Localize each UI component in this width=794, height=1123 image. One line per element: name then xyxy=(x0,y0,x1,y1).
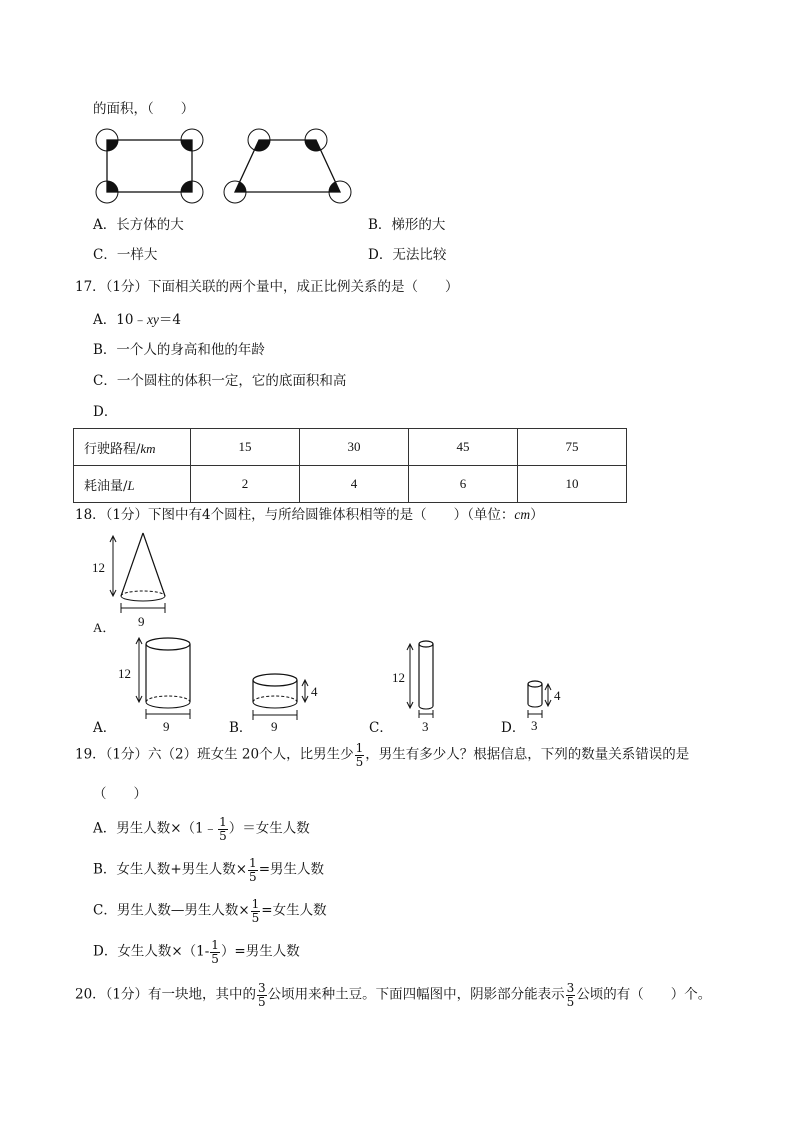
q18-cylinder-a xyxy=(90,620,210,734)
q16-stem-tail: 的面积，（ ） xyxy=(93,101,195,117)
table-row-header: 行驶路程/km xyxy=(74,429,191,466)
q18-option-b[interactable]: B． xyxy=(229,720,253,736)
q18-option-c[interactable]: C． xyxy=(369,720,393,736)
cylinder-label: A． xyxy=(93,620,116,635)
cylinder-height-label: 12 xyxy=(118,666,131,681)
q18-option-a[interactable]: A． xyxy=(93,720,117,736)
cylinder-height-label: 12 xyxy=(392,670,405,685)
cone-diameter-label: 9 xyxy=(138,614,145,629)
table-cell: 75 xyxy=(518,429,627,466)
q18-option-d[interactable]: D． xyxy=(501,720,526,736)
q19-stem: 19．（1分）六（2）班女生 20个人，比男生少 $\frac{1}{5}$ ，男生有多少人？根据信息，下列的数量关系错误的是 xyxy=(75,741,690,769)
table-cell: 10 xyxy=(518,466,627,503)
q17-data-table xyxy=(73,428,627,503)
table-cell: 15 xyxy=(191,429,300,466)
cylinder-diameter-label: 3 xyxy=(531,718,538,733)
q16-figure xyxy=(92,127,352,207)
q18-cylinder-c xyxy=(390,638,450,734)
q18-cylinder-d xyxy=(522,676,582,736)
q16-option-b[interactable]: B．梯形的大 xyxy=(368,217,446,233)
cylinder-height-label: 4 xyxy=(554,688,561,703)
q17-option-d[interactable]: D． xyxy=(93,404,118,420)
table-cell: 45 xyxy=(409,429,518,466)
q19-option-d[interactable]: D．女生人数×（1- $\frac{1}{5}$ ）=男生人数 xyxy=(93,938,300,966)
q17-stem: 17．（1分）下面相关联的两个量中，成正比例关系的是（ ） xyxy=(75,279,459,295)
table-row xyxy=(74,429,627,466)
cylinder-diameter-label: 3 xyxy=(422,719,429,734)
q17-a-prefix: A．10﹣ xyxy=(93,312,147,328)
table-cell: 2 xyxy=(191,466,300,503)
cylinder-diameter-label: 9 xyxy=(163,719,170,734)
q17-a-suffix: ＝4 xyxy=(158,312,182,328)
q19-paren: （ ） xyxy=(93,786,147,802)
q17-option-c[interactable]: C．一个圆柱的体积一定，它的底面积和高 xyxy=(93,373,347,389)
q18-cylinder-b xyxy=(245,668,355,738)
table-cell: 30 xyxy=(300,429,409,466)
q19-option-c[interactable]: C．男生人数—男生人数× $\frac{1}{5}$ =女生人数 xyxy=(93,897,327,925)
q17-option-a[interactable] xyxy=(93,313,181,328)
table-row-header: 耗油量/L xyxy=(74,466,191,503)
table-cell: 6 xyxy=(409,466,518,503)
q17-a-variable: xy xyxy=(146,312,159,327)
q17-option-b[interactable]: B．一个人的身高和他的年龄 xyxy=(93,342,265,358)
cylinder-diameter-label: 9 xyxy=(271,719,278,734)
q20-stem: 20．（1分）有一块地，其中的 $\frac{3}{5}$ 公顷用来种土豆。下面四幅图中，阴影部分能表示 $\frac{3}{5}$ 公顷的有（ ）个。 xyxy=(75,981,712,1009)
q16-option-c[interactable]: C．一样大 xyxy=(93,247,158,263)
cylinder-height-label: 4 xyxy=(311,684,318,699)
q16-option-a[interactable]: A．长方体的大 xyxy=(93,217,184,233)
table-cell: 4 xyxy=(300,466,409,503)
q18-stem: 18．（1分）下图中有4个圆柱，与所给圆锥体积相等的是（ ）（单位：cm） xyxy=(75,507,544,523)
q16-option-d[interactable]: D．无法比较 xyxy=(368,247,447,263)
q19-option-b[interactable]: B．女生人数+男生人数× $\frac{1}{5}$ =男生人数 xyxy=(93,856,324,884)
q18-cone-figure xyxy=(90,530,180,630)
cone-height-label: 12 xyxy=(92,560,105,575)
table-row xyxy=(74,466,627,503)
q19-option-a[interactable]: A．男生人数×（1﹣ $\frac{1}{5}$ ）＝女生人数 xyxy=(93,815,310,843)
